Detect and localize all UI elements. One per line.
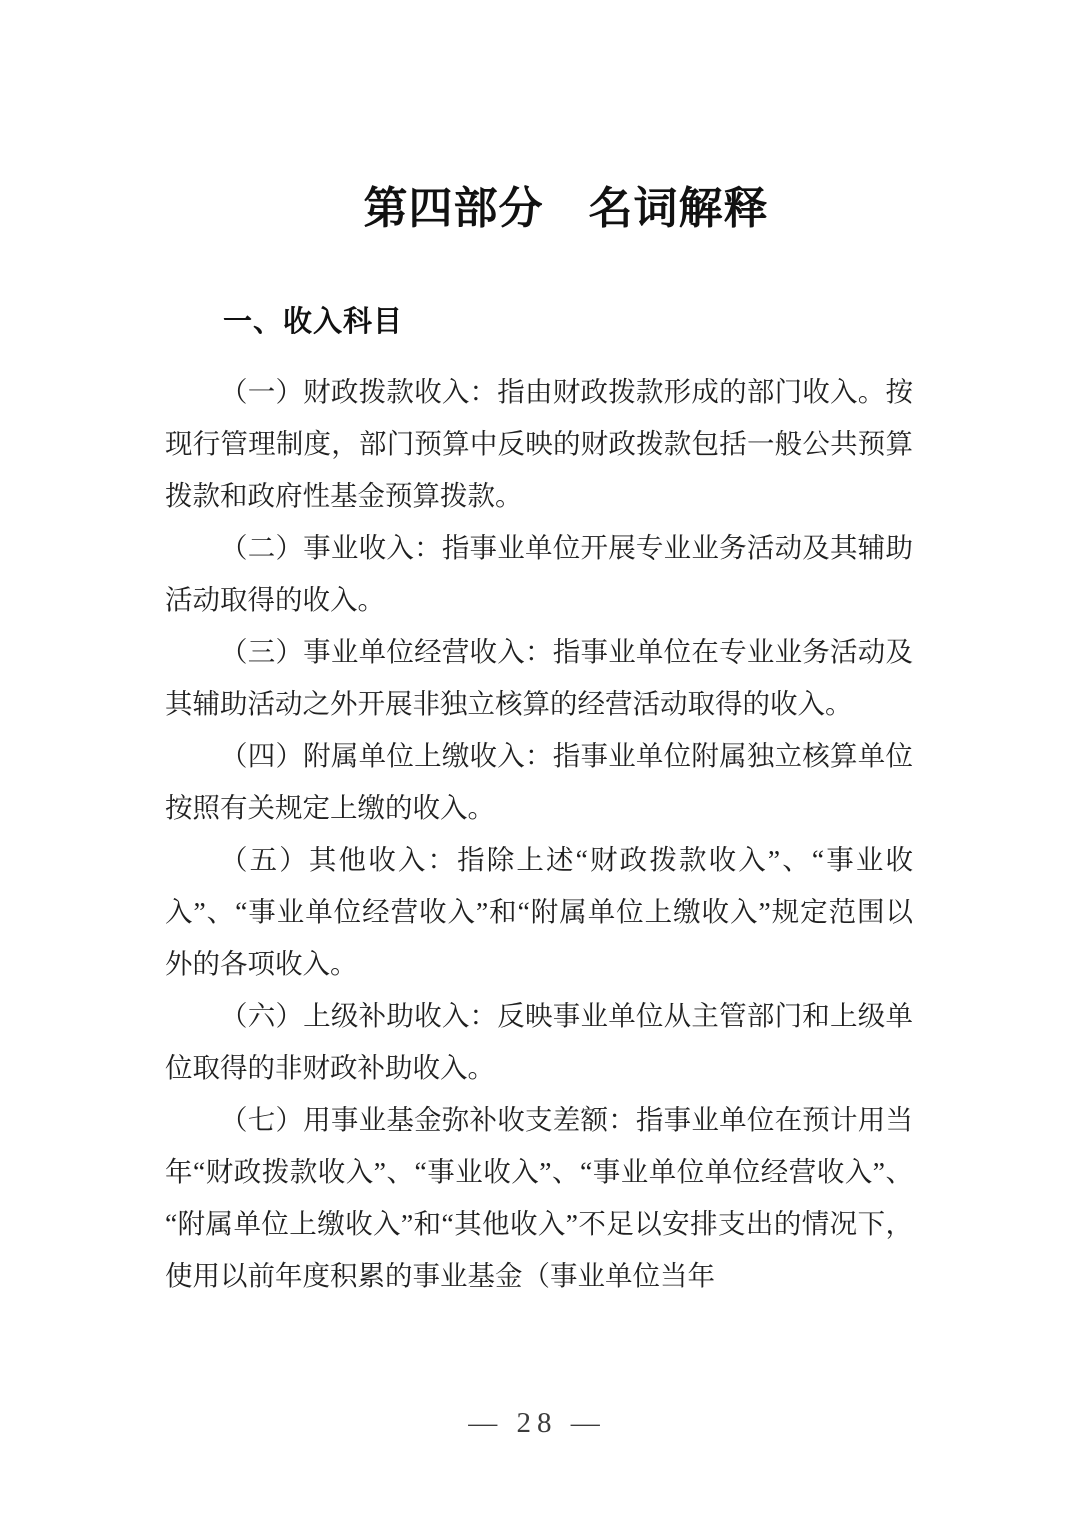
- paragraph-fund-deficit-coverage: （七）用事业基金弥补收支差额：指事业单位在预计用当年“财政拨款收入”、“事业收入”、“事业单位单位经营收入”、“附属单位上缴收入”和“其他收入”不足以安排支出的情况下，使用以前年度积累的事业基金（事业单位当年: [165, 1104, 913, 1291]
- paragraph-fiscal-appropriation-income: （一）财政拨款收入：指由财政拨款形成的部门收入。按现行管理制度，部门预算中反映的财政拨款包括一般公共预算拨款和政府性基金预算拨款。: [165, 376, 913, 511]
- paragraph-business-operation-income: （三）事业单位经营收入：指事业单位在专业业务活动及其辅助活动之外开展非独立核算的经营活动取得的收入。: [165, 636, 913, 719]
- page-number: — 28 —: [468, 1407, 606, 1439]
- paragraph-operational-income: （二）事业收入：指事业单位开展专业业务活动及其辅助活动取得的收入。: [165, 532, 913, 615]
- page-footer: [0, 1406, 1074, 1440]
- paragraph-superior-subsidy-income: （六）上级补助收入：反映事业单位从主管部门和上级单位取得的非财政补助收入。: [165, 1000, 913, 1083]
- section-heading-income-items: 一、收入科目: [223, 306, 404, 338]
- paragraph-other-income: （五）其他收入：指除上述“财政拨款收入”、“事业收入”、“事业单位经营收入”和“附属单位上缴收入”规定范围以外的各项收入。: [165, 844, 913, 979]
- document-body: [165, 366, 913, 1302]
- paragraph-subsidiary-remittance-income: （四）附属单位上缴收入：指事业单位附属独立核算单位按照有关规定上缴的收入。: [165, 740, 913, 823]
- page-title: 第四部分 名词解释: [363, 184, 769, 233]
